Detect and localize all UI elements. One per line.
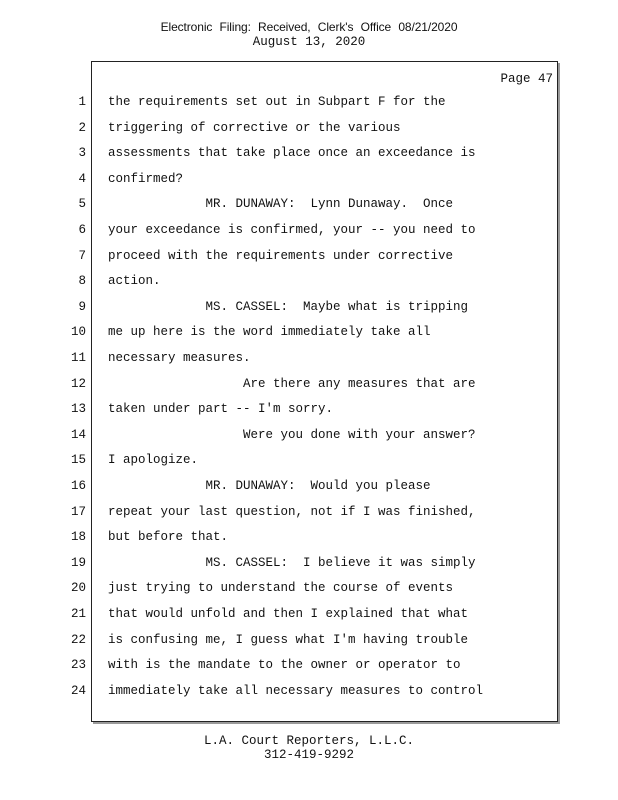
line-text: necessary measures. — [108, 351, 251, 365]
line-number: 17 — [70, 504, 86, 519]
page-number: Page 47 — [500, 72, 553, 86]
line-number: 13 — [70, 402, 86, 417]
line-number: 3 — [78, 146, 86, 161]
footer-company: L.A. Court Reporters, L.L.C. — [203, 734, 415, 748]
line-number: 16 — [70, 479, 86, 493]
line-text: is confusing me, I guess what I'm having trouble — [108, 632, 469, 647]
transcript-line — [0, 95, 600, 115]
line-text: proceed with the requirements under corrective — [108, 248, 454, 263]
line-text: that would unfold and then I explained that what — [108, 607, 469, 621]
footer-phone: 312-419-9292 — [263, 748, 354, 762]
transcript-line — [0, 121, 600, 141]
line-number: 7 — [78, 248, 86, 263]
transcript-line — [0, 351, 600, 371]
line-number: 1 — [78, 95, 86, 109]
line-text: Were you done with your answer? — [108, 427, 476, 442]
transcript-line — [0, 556, 600, 576]
transcript-line — [0, 607, 600, 627]
line-text: just trying to understand the course of events — [108, 581, 454, 596]
line-number: 23 — [70, 658, 86, 673]
filing-stamp: Electronic Filing: Received, Clerk's Office 08/21/2020 — [160, 20, 458, 34]
transcript-line — [0, 300, 600, 320]
transcript-line — [0, 658, 600, 678]
hearing-date: August 13, 2020 — [252, 35, 366, 49]
line-number: 8 — [78, 274, 86, 289]
transcript-line — [0, 377, 600, 397]
transcript-line — [0, 223, 600, 243]
line-number: 15 — [70, 453, 86, 468]
line-text: triggering of corrective or the various — [108, 120, 401, 135]
line-number: 18 — [70, 530, 86, 545]
line-text: repeat your last question, not if I was finished, — [108, 504, 476, 519]
line-number: 11 — [70, 351, 86, 365]
line-text: taken under part -- I'm sorry. — [108, 402, 334, 417]
transcript-line — [0, 581, 600, 601]
transcript-line — [0, 530, 600, 550]
line-text: your exceedance is confirmed, your -- you need to — [108, 223, 476, 237]
line-number: 5 — [78, 197, 86, 212]
line-text: with is the mandate to the owner or operator to — [108, 658, 461, 673]
transcript-line — [0, 505, 600, 525]
transcript-line — [0, 479, 600, 499]
line-number: 20 — [70, 581, 86, 596]
transcript-line — [0, 197, 600, 217]
line-number: 24 — [70, 683, 86, 698]
transcript-line — [0, 274, 600, 294]
line-text: MS. CASSEL: Maybe what is tripping — [108, 299, 469, 314]
transcript-line — [0, 146, 600, 166]
transcript-line — [0, 172, 600, 192]
line-number: 14 — [70, 427, 86, 442]
line-number: 12 — [70, 376, 86, 391]
line-text: action. — [108, 274, 161, 289]
line-text: assessments that take place once an exceedance is — [108, 146, 476, 161]
line-text: I apologize. — [108, 453, 199, 468]
line-text: confirmed? — [108, 171, 184, 186]
transcript-line — [0, 633, 600, 653]
transcript-line — [0, 249, 600, 269]
line-number: 10 — [70, 325, 86, 340]
transcript-line — [0, 428, 600, 448]
line-number: 6 — [78, 223, 86, 237]
line-text: me up here is the word immediately take all — [108, 325, 431, 340]
line-text: MR. DUNAWAY: Would you please — [108, 479, 431, 493]
line-text: MS. CASSEL: I believe it was simply — [108, 555, 476, 570]
line-number: 21 — [70, 607, 86, 621]
transcript-line — [0, 684, 600, 704]
line-number: 2 — [78, 120, 86, 135]
line-number: 4 — [78, 171, 86, 186]
line-text: but before that. — [108, 530, 229, 545]
transcript-line — [0, 402, 600, 422]
transcript-line — [0, 453, 600, 473]
line-text: MR. DUNAWAY: Lynn Dunaway. Once — [108, 197, 454, 212]
line-number: 19 — [70, 555, 86, 570]
line-number: 9 — [78, 299, 86, 314]
line-text: Are there any measures that are — [108, 376, 476, 391]
line-text: immediately take all necessary measures to control — [108, 683, 484, 698]
line-text: the requirements set out in Subpart F for the — [108, 95, 446, 109]
line-number: 22 — [70, 632, 86, 647]
transcript-line — [0, 325, 600, 345]
